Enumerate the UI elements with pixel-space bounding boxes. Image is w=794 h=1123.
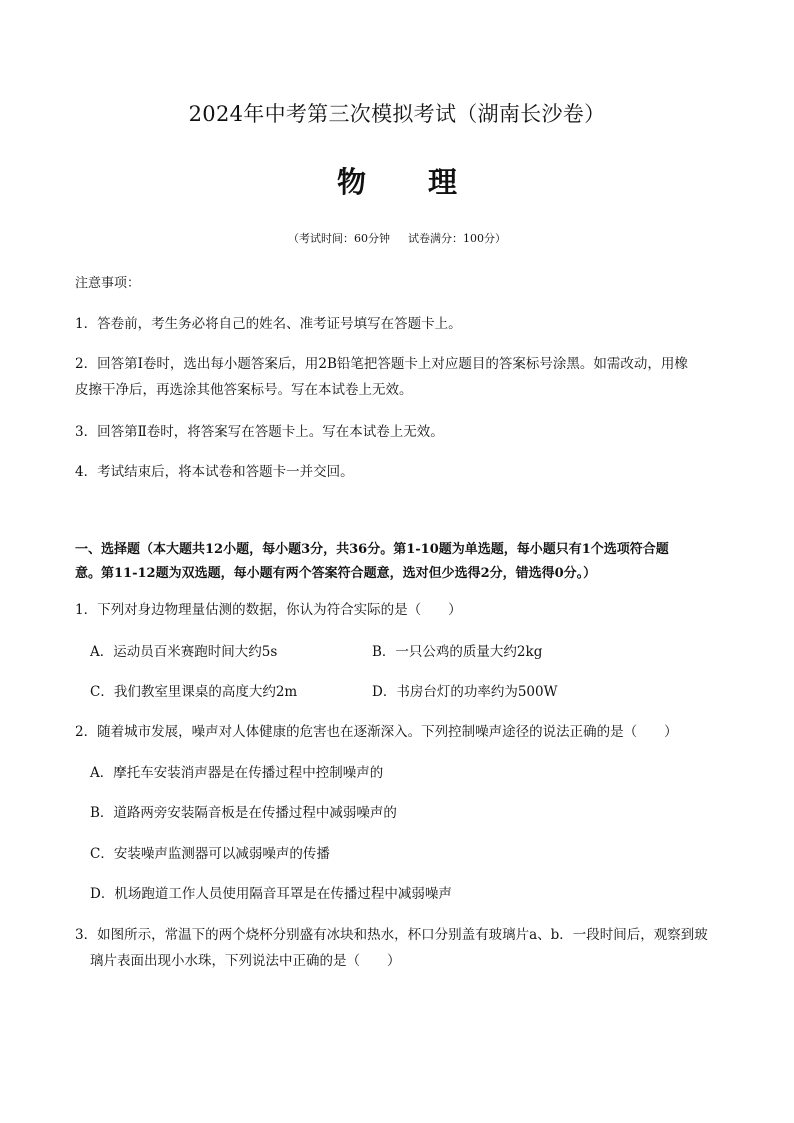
section-heading: 一、选择题（本大题共12小题，每小题3分，共36分。第1-10题为单选题，每小题只有1个选项符合题 <box>75 542 669 557</box>
question-stem: 1．下列对身边物理量估测的数据，你认为符合实际的是（ ） <box>75 602 462 618</box>
question-stem-continued: 璃片表面出现小水珠，下列说法中正确的是（ ） <box>90 953 401 969</box>
notice-item: 4．考试结束后，将本试卷和答题卡一并交回。 <box>75 464 354 480</box>
exam-title: 2024年中考第三次模拟考试（湖南长沙卷） <box>188 102 606 126</box>
exam-time: （考试时间：60分钟 <box>288 232 390 245</box>
notice-item: 2．回答第Ⅰ卷时，选出每小题答案后，用2B铅笔把答题卡上对应题目的答案标号涂黑。如需改动，用橡 <box>75 356 688 372</box>
option-c: C．我们教室里课桌的高度大约2m <box>90 684 298 700</box>
option-d: D．书房台灯的功率约为500W <box>372 684 558 700</box>
option-a: A．摩托车安装消声器是在传播过程中控制噪声的 <box>90 765 384 781</box>
option-b: B．道路两旁安装隔音板是在传播过程中减弱噪声的 <box>90 805 397 821</box>
option-d: D．机场跑道工作人员使用隔音耳罩是在传播过程中减弱噪声 <box>90 886 452 902</box>
question-stem: 2．随着城市发展，噪声对人体健康的危害也在逐渐深入。下列控制噪声途径的说法正确的是（ ） <box>75 724 678 740</box>
notice-item-continued: 皮擦干净后，再选涂其他答案标号。写在本试卷上无效。 <box>75 382 413 398</box>
option-b: B．一只公鸡的质量大约2kg <box>372 644 543 660</box>
exam-info <box>0 230 794 246</box>
question-stem: 3．如图所示，常温下的两个烧杯分别盛有冰块和热水，杯口分别盖有玻璃片a、b．一段时间后，观察到玻 <box>75 927 708 943</box>
section-heading-continued: 意。第11-12题为双选题，每小题有两个答案符合题意，选对但少选得2分，错选得0分。） <box>75 566 597 581</box>
subject-title: 物 理 <box>336 165 484 199</box>
notice-item: 3．回答第Ⅱ卷时，将答案写在答题卡上。写在本试卷上无效。 <box>75 424 444 440</box>
option-c: C．安装噪声监测器可以减弱噪声的传播 <box>90 846 330 862</box>
notice-item: 1．答卷前，考生务必将自己的姓名、准考证号填写在答题卡上。 <box>75 316 462 332</box>
option-a: A．运动员百米赛跑时间大约5s <box>90 644 278 660</box>
full-score: 试卷满分：100分） <box>408 232 506 245</box>
notice-heading: 注意事项： <box>75 276 141 291</box>
